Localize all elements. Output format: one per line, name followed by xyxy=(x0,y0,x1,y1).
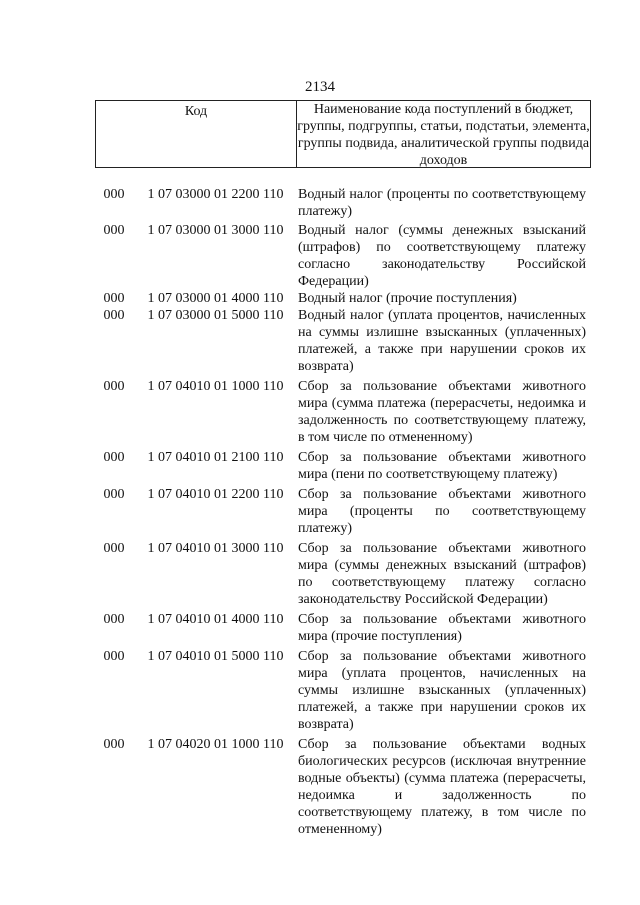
table-row xyxy=(95,648,591,733)
row-admin-code: 000 xyxy=(103,737,125,752)
table-row xyxy=(95,736,591,838)
header-name-cell: Наименование кода поступлений в бюджет, группы, подгруппы, статьи, подстатьи, элемента, группы подвида, аналитической группы подвида доходов xyxy=(297,102,590,168)
row-admin-code: 000 xyxy=(103,223,125,238)
row-name: Сбор за пользование объектами животного мира (пени по соответствующему платежу) xyxy=(298,450,586,482)
row-admin-code: 000 xyxy=(103,291,125,306)
row-name: Сбор за пользование объектами животного мира (прочие поступления) xyxy=(298,612,586,644)
table-row xyxy=(95,378,591,446)
row-name: Водный налог (проценты по соответствующему платежу) xyxy=(298,187,586,219)
table-row xyxy=(95,307,591,375)
table-row xyxy=(95,449,591,483)
row-name: Водный налог (суммы денежных взысканий (штрафов) по соответствующему платежу согласно законодательству Российской Федерации) xyxy=(298,223,586,289)
row-admin-code: 000 xyxy=(103,487,125,502)
row-admin-code: 000 xyxy=(103,612,125,627)
row-budget-code: 1 07 03000 01 3000 110 xyxy=(147,223,284,238)
row-budget-code: 1 07 03000 01 2200 110 xyxy=(147,187,284,202)
row-name: Водный налог (уплата процентов, начисленных на суммы излишне взысканных (уплаченных) платежей, а также при нарушении сроков их возврата) xyxy=(298,308,586,374)
row-admin-code: 000 xyxy=(103,450,125,465)
row-name: Водный налог (прочие поступления) xyxy=(298,291,517,306)
row-name: Сбор за пользование объектами животного мира (проценты по соответствующему платежу) xyxy=(298,487,586,536)
table-body xyxy=(95,186,591,838)
row-name: Сбор за пользование объектами животного мира (суммы денежных взысканий (штрафов) по соответствующему платежу согласно законодательству Российской Федерации) xyxy=(298,541,586,607)
row-admin-code: 000 xyxy=(103,649,125,664)
table-header xyxy=(95,100,591,168)
row-budget-code: 1 07 04010 01 2200 110 xyxy=(147,487,284,502)
table-row xyxy=(95,186,591,220)
table-row xyxy=(95,486,591,537)
table-row xyxy=(95,222,591,290)
table-row xyxy=(95,611,591,645)
row-admin-code: 000 xyxy=(103,187,125,202)
row-budget-code: 1 07 04020 01 1000 110 xyxy=(147,737,284,752)
row-budget-code: 1 07 04010 01 2100 110 xyxy=(147,450,284,465)
header-code-cell: Код xyxy=(96,101,297,167)
row-budget-code: 1 07 04010 01 5000 110 xyxy=(147,649,284,664)
row-budget-code: 1 07 04010 01 4000 110 xyxy=(147,612,284,627)
row-budget-code: 1 07 03000 01 4000 110 xyxy=(147,291,284,306)
row-budget-code: 1 07 03000 01 5000 110 xyxy=(147,308,284,323)
row-admin-code: 000 xyxy=(103,308,125,323)
row-name: Сбор за пользование объектами водных биологических ресурсов (исключая внутренние водные объекты) (сумма платежа (перерасчеты, недоимка и задолженность по соответствующему платежу, в том числе по отмененному) xyxy=(298,737,586,837)
page-number: 2134 xyxy=(305,79,335,95)
row-budget-code: 1 07 04010 01 3000 110 xyxy=(147,541,284,556)
row-name: Сбор за пользование объектами животного мира (сумма платежа (перерасчеты, недоимка и задолженность по соответствующему платежу, в том числе по отмененному) xyxy=(298,379,586,445)
row-name: Сбор за пользование объектами животного мира (уплата процентов, начисленных на суммы излишне взысканных (уплаченных) платежей, а также при нарушении сроков их возврата) xyxy=(298,649,586,732)
table-row xyxy=(95,540,591,608)
row-admin-code: 000 xyxy=(103,541,125,556)
table-row xyxy=(95,290,591,307)
row-budget-code: 1 07 04010 01 1000 110 xyxy=(147,379,284,394)
row-admin-code: 000 xyxy=(103,379,125,394)
